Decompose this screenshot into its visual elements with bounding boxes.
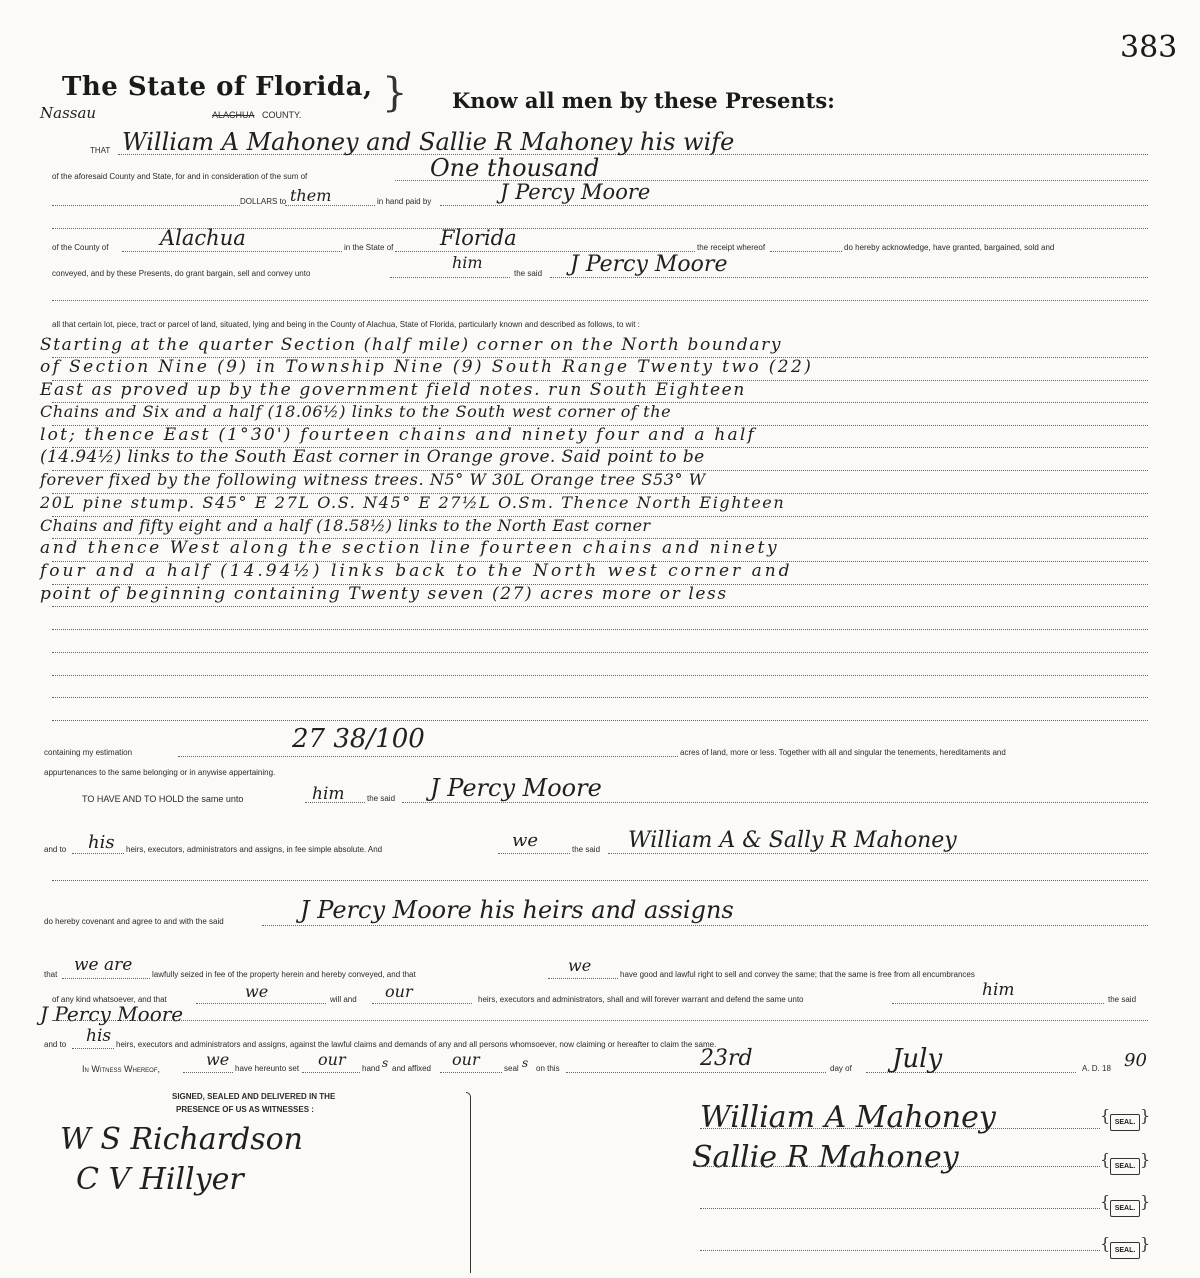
seal-box-1: SEAL. — [1110, 1114, 1140, 1131]
label-the-said: the said — [514, 269, 543, 278]
label-hand: hand — [362, 1064, 380, 1073]
label-paid-by: in hand paid by — [377, 197, 432, 206]
set-our-value: our — [318, 1050, 346, 1069]
estimation-value: 27 38/100 — [292, 724, 425, 754]
that-we2-value: we — [245, 982, 269, 1001]
description-line: lot; thence East (1°30') fourteen chains and ninety four and a half — [40, 425, 756, 445]
hold-said-value: J Percy Moore — [430, 774, 602, 802]
description-line: Starting at the quarter Section (half mile) corner on the North boundary — [40, 335, 783, 355]
label-heirs-exec: heirs, executors, administrators and assigns, in fee simple absolute. And — [126, 845, 383, 854]
affixed-our-value: our — [452, 1050, 480, 1069]
label-state-of: in the State of — [344, 243, 394, 252]
label-heirs-exec-2: heirs, executors and administrators, shall and will forever warrant and defend the same unto — [478, 995, 804, 1004]
covenant-with-value: J Percy Moore his heirs and assigns — [300, 896, 734, 924]
description-line: Chains and Six and a half (18.06½) links to the South west corner of the — [40, 402, 672, 421]
label-witness: In Witness Whereof, — [82, 1064, 160, 1074]
signed-heading-2: PRESENCE OF US AS WITNESSES : — [176, 1105, 314, 1114]
witness1-signature: W S Richardson — [60, 1122, 303, 1157]
label-county-of: of the County of — [52, 243, 109, 252]
seal-brace-close-1: } — [1140, 1106, 1151, 1125]
state-title: The State of Florida, — [62, 72, 373, 102]
label-lawfully: lawfully seized in fee of the property herein and hereby conveyed, and that — [152, 970, 416, 979]
seal-box-2: SEAL. — [1110, 1158, 1140, 1175]
description-line: and thence West along the section line fourteen chains and ninety — [40, 538, 780, 558]
label-and-to-2: and to — [44, 1040, 67, 1049]
witness-frame — [466, 1092, 471, 1273]
said-name-value: J Percy Moore — [40, 1002, 184, 1026]
and-we-value: we — [512, 830, 539, 851]
label-acres: acres of land, more or less. Together with all and singular the tenements, hereditaments and — [680, 748, 1006, 757]
label-the-said-2: the said — [367, 794, 396, 803]
label-have-hereunto: have hereunto set — [235, 1064, 300, 1073]
label-heirs-exec-3: heirs, executors and administrators and assigns, against the lawful claims and demands of any and all persons whomsoever, now claiming or hereafter to claim the same. — [116, 1040, 717, 1049]
will-and-value: our — [385, 982, 413, 1001]
seal-brace-close-4: } — [1140, 1234, 1151, 1253]
and-to2-value: his — [86, 1026, 112, 1046]
defend-unto-value: him — [982, 980, 1015, 1000]
grantor1-signature: William A Mahoney — [700, 1100, 996, 1135]
description-line: forever fixed by the following witness trees. N5° W 30L Orange tree S53° W — [40, 470, 706, 489]
description-line: 20L pine stump. S45° E 27L O.S. N45° E 27½L O.Sm. Thence North Eighteen — [40, 493, 786, 512]
seal-brace-4: { — [1100, 1234, 1111, 1253]
label-and-affixed: and affixed — [392, 1064, 431, 1073]
description-line: (14.94½) links to the South East corner in Orange grove. Said point to be — [40, 447, 705, 467]
description-line: Chains and fifty eight and a half (18.58½) links to the North East corner — [40, 516, 651, 535]
label-conveyed: conveyed, and by these Presents, do grant bargain, sell and convey unto — [52, 269, 311, 278]
heading: Know all men by these Presents: — [452, 88, 835, 113]
seal-brace-close-3: } — [1140, 1192, 1151, 1211]
grantor2-signature: Sallie R Mahoney — [692, 1140, 959, 1175]
label-the-said-4: the said — [1108, 995, 1137, 1004]
label-of-any: of any kind whatsoever, and that — [52, 995, 167, 1004]
label-ad: A. D. 18 — [1082, 1064, 1111, 1073]
and-to-value: his — [88, 832, 115, 853]
label-that: THAT — [90, 146, 111, 155]
county-value: Alachua — [160, 226, 246, 250]
sum: One thousand — [430, 154, 600, 182]
label-covenant: do hereby covenant and agree to and with the said — [44, 917, 224, 926]
label-receipt: the receipt whereof — [697, 243, 766, 252]
label-and-to: and to — [44, 845, 67, 854]
label-will-and: will and — [330, 995, 357, 1004]
witness2-signature: C V Hillyer — [76, 1162, 244, 1197]
page-number: 383 — [1120, 30, 1178, 65]
description-line: of Section Nine (9) in Township Nine (9) South Range Twenty two (22) — [40, 357, 814, 377]
county-struck: ALACHUA — [212, 110, 255, 120]
paid-by-value: J Percy Moore — [500, 180, 651, 204]
dollars-to-value: them — [290, 186, 332, 205]
header-brace: } — [382, 70, 408, 116]
said-grantee: J Percy Moore — [570, 252, 728, 277]
description-line: point of beginning containing Twenty seven (27) acres more or less — [40, 584, 728, 604]
seal-box-3: SEAL. — [1110, 1200, 1140, 1217]
county-word: COUNTY. — [262, 110, 302, 120]
label-on-this: on this — [536, 1064, 560, 1073]
signed-heading-1: SIGNED, SEALED AND DELIVERED IN THE — [172, 1092, 336, 1101]
label-the-said-3: the said — [572, 845, 601, 854]
we-are-value: we are — [74, 955, 133, 975]
month-value: July — [892, 1044, 943, 1074]
description-line: four and a half (14.94½) links back to the North west corner and — [40, 561, 793, 581]
label-have-good: have good and lawful right to sell and convey the same; that the same is free from all encumbrances — [620, 970, 975, 979]
seals-s-value: s — [522, 1056, 529, 1070]
seal-brace-close-2: } — [1140, 1150, 1151, 1169]
year-value: 90 — [1124, 1050, 1147, 1071]
label-appurtenances: appurtenances to the same belonging or in anywise appertaining. — [44, 768, 276, 777]
label-all-that: all that certain lot, piece, tract or parcel of land, situated, lying and being in the County of Alachua, State of Florida, particularly known and described as follows, to wit : — [52, 320, 640, 329]
label-dollars-to: DOLLARS to — [240, 197, 287, 206]
hands-s-value: s — [382, 1056, 389, 1070]
seal-brace-2: { — [1100, 1150, 1111, 1169]
unto-value: him — [452, 253, 483, 272]
seal-brace-3: { — [1100, 1192, 1111, 1211]
label-seal: seal — [504, 1064, 519, 1073]
label-that-2: that — [44, 970, 58, 979]
label-aforesaid: of the aforesaid County and State, for and in consideration of the sum of — [52, 172, 308, 181]
seal-brace-1: { — [1100, 1106, 1111, 1125]
county-handwritten: Nassau — [40, 104, 97, 122]
label-containing: containing my estimation — [44, 748, 133, 757]
day-value: 23rd — [700, 1046, 753, 1071]
said-grantors-value: William A & Sally R Mahoney — [628, 828, 957, 853]
label-to-have: TO HAVE AND TO HOLD the same unto — [82, 794, 244, 804]
witness-we-value: we — [206, 1050, 230, 1069]
seal-box-4: SEAL. — [1110, 1242, 1140, 1259]
description-line: East as proved up by the government field notes. run South Eighteen — [40, 380, 746, 400]
state-value: Florida — [440, 226, 517, 250]
that-we-value: we — [568, 956, 592, 975]
grantors: William A Mahoney and Sallie R Mahoney his wife — [122, 128, 735, 156]
hold-unto-value: him — [312, 784, 345, 804]
label-acknowledge: do hereby acknowledge, have granted, bargained, sold and — [844, 243, 1055, 252]
label-day-of: day of — [830, 1064, 852, 1073]
